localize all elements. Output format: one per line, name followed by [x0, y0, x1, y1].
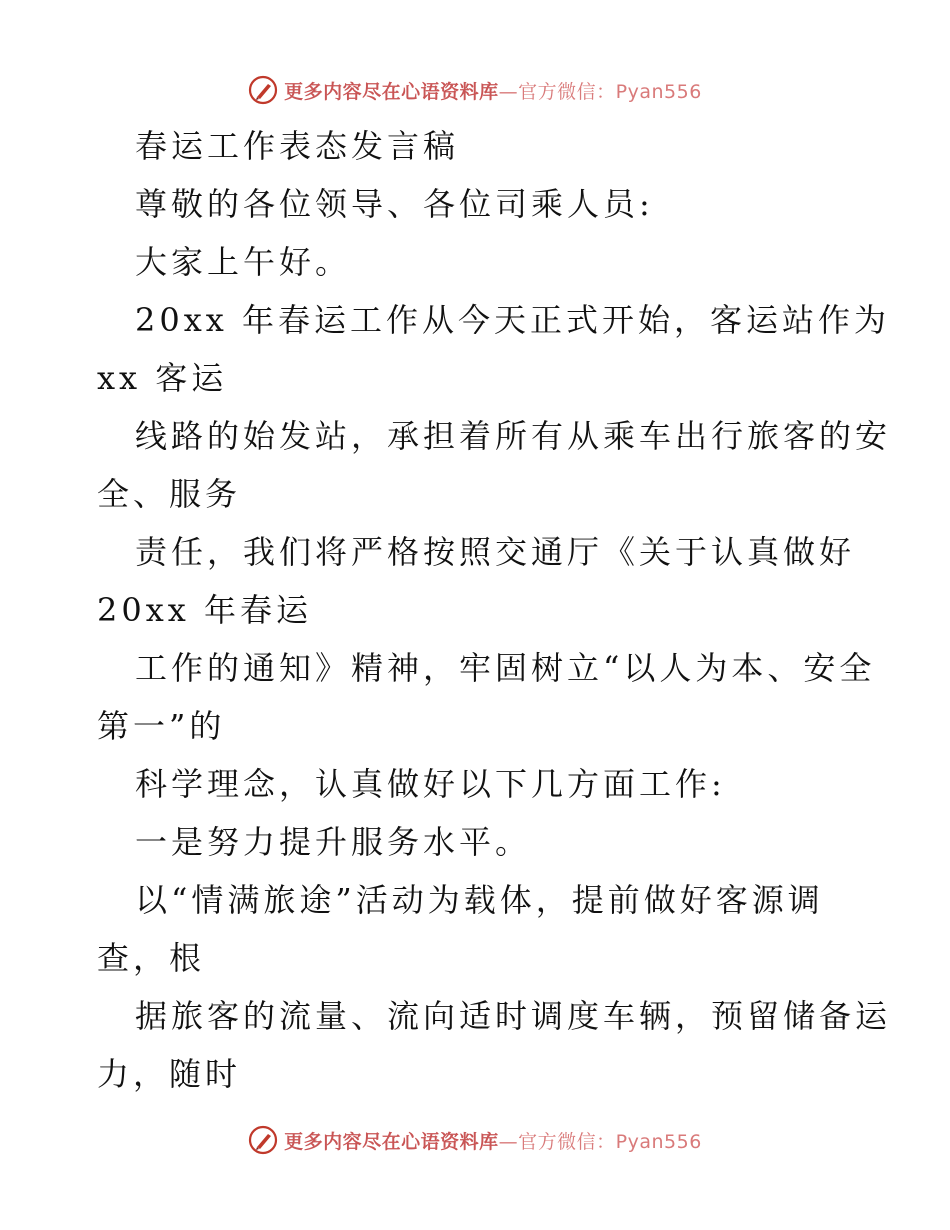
text-line: 线路的始发站，承担着所有从乘车出行旅客的安: [135, 417, 892, 455]
text-line: 20xx 年春运: [97, 591, 312, 629]
text-line: 尊敬的各位领导、各位司乘人员:: [135, 185, 654, 223]
text-line: 一是努力提升服务水平。: [135, 823, 532, 861]
text-line: 全、服务: [97, 475, 242, 513]
banner-text-main: 更多内容尽在心语资料库: [284, 80, 499, 103]
text-line: 科学理念，认真做好以下几方面工作:: [135, 765, 726, 803]
text-line: 以“情满旅途”活动为载体，提前做好客源调: [135, 881, 824, 919]
text-line: 查，根: [97, 939, 206, 977]
document-title: 春运工作表态发言稿: [135, 127, 460, 165]
banner-text-rest: —官方微信：Pyan556: [498, 1130, 702, 1153]
text-line: 20xx 年春运工作从今天正式开始，客运站作为: [135, 301, 890, 339]
banner-text: [284, 77, 702, 104]
text-line: 力，随时: [97, 1055, 242, 1093]
text-line: xx 客运: [97, 359, 228, 397]
banner-text: [284, 1127, 702, 1154]
text-line: 第一”的: [97, 707, 226, 745]
header-banner: [0, 70, 950, 110]
footer-banner: [0, 1120, 950, 1160]
banner-text-rest: —官方微信：Pyan556: [498, 80, 702, 103]
text-line: 工作的通知》精神，牢固树立“以人为本、安全: [135, 649, 876, 687]
quill-pen-logo-icon: [248, 1125, 278, 1155]
quill-pen-logo-icon: [248, 75, 278, 105]
banner-text-main: 更多内容尽在心语资料库: [284, 1130, 499, 1153]
text-line: 责任，我们将严格按照交通厅《关于认真做好: [135, 533, 856, 571]
text-line: 据旅客的流量、流向适时调度车辆，预留储备运: [135, 997, 892, 1035]
text-line: 大家上午好。: [135, 243, 352, 281]
